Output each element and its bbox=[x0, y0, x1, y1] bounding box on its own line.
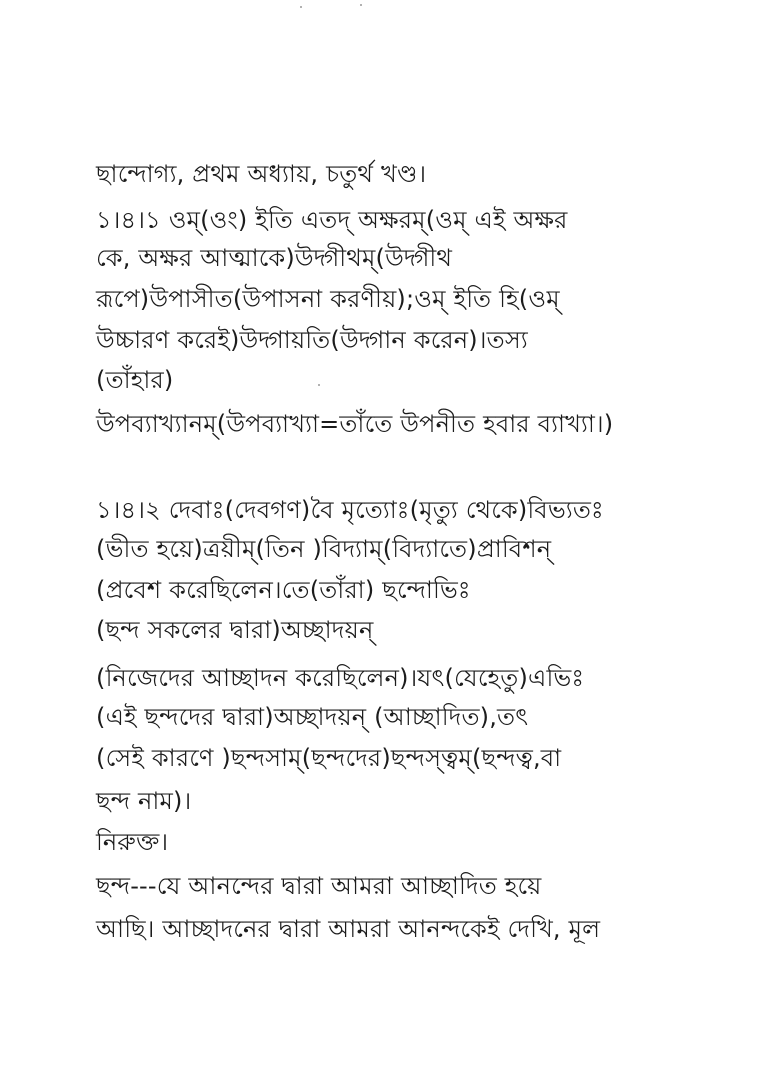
text-line: কে, অক্ষর আত্মাকে)উদ্গীথম্(উদ্গীথ bbox=[96, 244, 453, 272]
scan-speck bbox=[360, 4, 362, 6]
text-line: ১।৪।২ দেবাঃ(দেবগণ)বৈ মৃত্যোঃ(মৃত্যু থেকে)বিভ্যতঃ bbox=[96, 496, 604, 524]
text-line: (সেই কারণে )ছন্দসাম্(ছন্দদের)ছন্দস্ত্বম্(ছন্দত্ব,বা bbox=[96, 744, 562, 772]
scan-speck bbox=[300, 6, 302, 8]
text-line: (ছন্দ সকলের দ্বারা)অচ্ছাদয়ন্ bbox=[96, 616, 374, 644]
text-line: রূপে)উপাসীত(উপাসনা করণীয়);ওম্ ইতি হি(ওম্ bbox=[96, 285, 560, 313]
heading-line: ছান্দোগ্য, প্রথম অধ্যায়, চতুর্থ খণ্ড। bbox=[96, 160, 427, 188]
text-line: (নিজেদের আচ্ছাদন করেছিলেন)।যৎ(যেহেতু)এভিঃ bbox=[96, 664, 585, 692]
text-line: ছন্দ নাম)। bbox=[96, 787, 192, 815]
text-line: (ভীত হয়ে)ত্রয়ীম্(তিন )বিদ্যাম্(বিদ্যাতে)প্রাবিশন্ bbox=[96, 535, 552, 563]
text-line: (তাঁহার) bbox=[96, 366, 174, 394]
text-line: আছি। আচ্ছাদনের দ্বারা আমরা আনন্দকেই দেখি, মূল bbox=[96, 915, 601, 943]
text-line: উপব্যাখ্যানম্(উপব্যাখ্যা=তাঁতে উপনীত হবার ব্যাখ্যা।) bbox=[96, 410, 614, 438]
text-line: (প্রবেশ করেছিলেন।তে(তাঁরা) ছন্দোভিঃ bbox=[96, 576, 471, 604]
text-line: (এই ছন্দদের দ্বারা)অচ্ছাদয়ন্ (আচ্ছাদিত),তৎ bbox=[96, 703, 529, 731]
text-line: ছন্দ---যে আনন্দের দ্বারা আমরা আচ্ছাদিত হয়ে bbox=[96, 872, 542, 900]
text-line: উচ্চারণ করেই)উদ্গায়তি(উদ্গান করেন)।তস্য bbox=[96, 326, 528, 354]
scan-speck bbox=[318, 384, 320, 386]
text-line: ১।৪।১ ওম্(ওং) ইতি এতদ্ অক্ষরম্(ওম্ এই অক্ষর bbox=[96, 206, 568, 234]
text-line: নিরুক্ত। bbox=[96, 828, 169, 856]
